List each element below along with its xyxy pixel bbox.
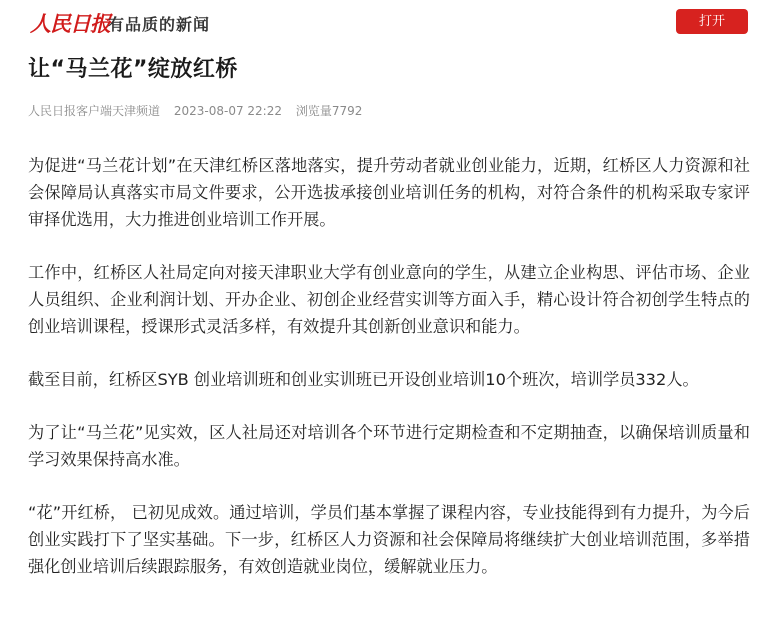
top-bar xyxy=(0,0,776,44)
people-daily-logo: 人民日报 xyxy=(30,11,110,36)
article-view-count: 浏览量7792 xyxy=(295,104,363,118)
slogan-text: 有品质的新闻 xyxy=(108,15,211,34)
article-paragraph: 截至目前，红桥区SYB 创业培训班和创业实训班已开设创业培训10个班次，培训学员332人。 xyxy=(28,370,699,389)
article-body xyxy=(28,152,750,606)
article-paragraph: 为了让“马兰花”见实效，区人社局还对培训各个环节进行定期检查和不定期抽查，以确保培训质量和学习效果保持高水准。 xyxy=(28,423,750,469)
article-paragraph: 为促进“马兰花计划”在天津红桥区落地落实，提升劳动者就业创业能力，近期，红桥区人力资源和社会保障局认真落实市局文件要求，公开选拔承接创业培训任务的机构，对符合条件的机构采取专家评审择优选用，大力推进创业培训工作开展。 xyxy=(28,156,750,229)
article-title: 让“马兰花”绽放红桥 xyxy=(28,57,238,82)
article-source[interactable]: 人民日报客户端天津频道 xyxy=(28,104,161,118)
article-paragraph: “花”开红桥， 已初见成效。通过培训，学员们基本掌握了课程内容，专业技能得到有力提升，为今后创业实践打下了坚实基础。下一步，红桥区人力资源和社会保障局将继续扩大创业培训范围，多举措强化创业培训后续跟踪服务，有效创造就业岗位，缓解就业压力。 xyxy=(28,503,750,576)
article-meta xyxy=(28,102,372,119)
article-paragraph: 工作中，红桥区人社局定向对接天津职业大学有创业意向的学生，从建立企业构思、评估市场、企业人员组织、企业利润计划、开办企业、初创企业经营实训等方面入手，精心设计符合初创学生特点的创业培训课程，授课形式灵活多样，有效提升其创新创业意识和能力。 xyxy=(28,263,750,336)
article-datetime: 2023-08-07 22:22 xyxy=(173,104,282,118)
open-app-button[interactable]: 打开 xyxy=(676,9,748,34)
